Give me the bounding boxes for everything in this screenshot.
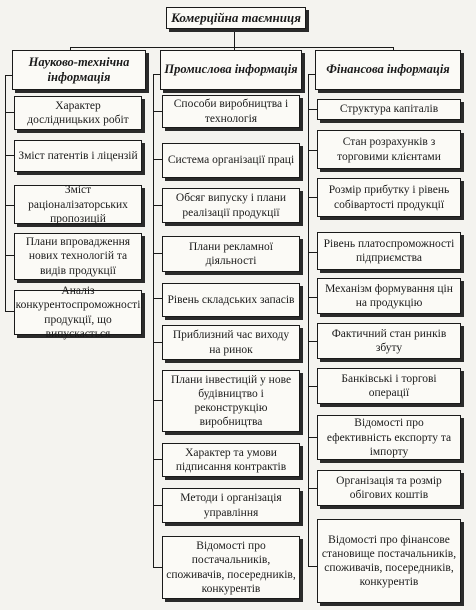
node-financial-4: Рівень платоспроможності підприємства [317,232,461,270]
column-heading-industrial: Промислова інформація [160,50,302,90]
connector [153,74,154,567]
connector [308,341,317,342]
node-financial-8: Відомості про ефективність експорту та імпорту [317,415,461,460]
connector [153,111,162,112]
root-title: Комерційна таємниця [171,10,301,26]
connector [5,255,14,256]
column-heading-science: Науково-технічна інформація [12,50,146,90]
node-science-4: Плани впровадження нових технологій та видів продукції [14,233,142,280]
connector [308,488,317,489]
node-industrial-8: Характер та умови підписання контрактів [162,443,300,477]
node-financial-1: Структура капіталів [317,99,461,120]
connector [153,205,162,206]
node-science-1: Характер дослідницьких робіт [14,96,142,130]
node-science-3: Зміст раціоналізаторських пропозицій [14,185,142,224]
connector [234,28,235,47]
connector [308,386,317,387]
connector [5,75,6,311]
connector [308,150,317,151]
connector [153,459,162,460]
node-industrial-6: Приблизний час виходу на ринок [162,325,300,360]
node-financial-9: Організація та розмір обігових коштів [317,470,461,506]
node-industrial-5: Рівень складських запасів [162,283,300,317]
node-industrial-3: Обсяг випуску і плани реалізації продукції [162,188,300,223]
connector [308,74,315,75]
node-industrial-1: Способи виробництва і технологія [162,95,300,128]
node-financial-6: Фактичний стан ринків збуту [317,323,461,359]
connector [153,342,162,343]
node-industrial-10: Відомості про постачальників, споживачів, посередників, конкурентів [162,536,300,599]
connector [5,112,14,113]
connector [308,74,309,566]
connector [153,567,162,568]
connector [308,197,317,198]
node-financial-10: Відомості про фінансове становище постачальників, споживачів, посередників, конкурентів [317,519,461,603]
connector [308,252,317,253]
node-industrial-2: Система організації праці [162,143,300,178]
column-heading-financial: Фінансова інформація [315,50,461,90]
connector [153,74,160,75]
node-industrial-9: Методи і організація управління [162,488,300,523]
connector [308,566,317,567]
node-industrial-7: Плани інвестицій у нове будівництво і реконструкцію виробництва [162,370,300,432]
connector [5,311,14,312]
connector [153,298,162,299]
node-science-2: Зміст патентів і ліцензій [14,140,142,172]
node-science-5: Аналіз конкурентоспроможності продукції, що випускається [15,285,141,340]
node-industrial-4: Плани рекламної діяльності [162,236,300,272]
connector [153,159,162,160]
connector [308,297,317,298]
connector [70,47,393,48]
connector [153,400,162,401]
node-financial-5: Механізм формування цін на продукцію [317,278,461,314]
connector [153,505,162,506]
connector [5,75,12,76]
connector [308,437,317,438]
connector [308,109,317,110]
node-financial-7: Банківські і торгові операції [317,368,461,404]
node-financial-2: Стан розрахунків з торговими клієнтами [317,130,461,169]
node-financial-3: Розмір прибутку і рівень собівартості продукції [317,178,461,217]
root-node [166,7,306,29]
connector [5,155,14,156]
connector [153,253,162,254]
connector [5,205,14,206]
